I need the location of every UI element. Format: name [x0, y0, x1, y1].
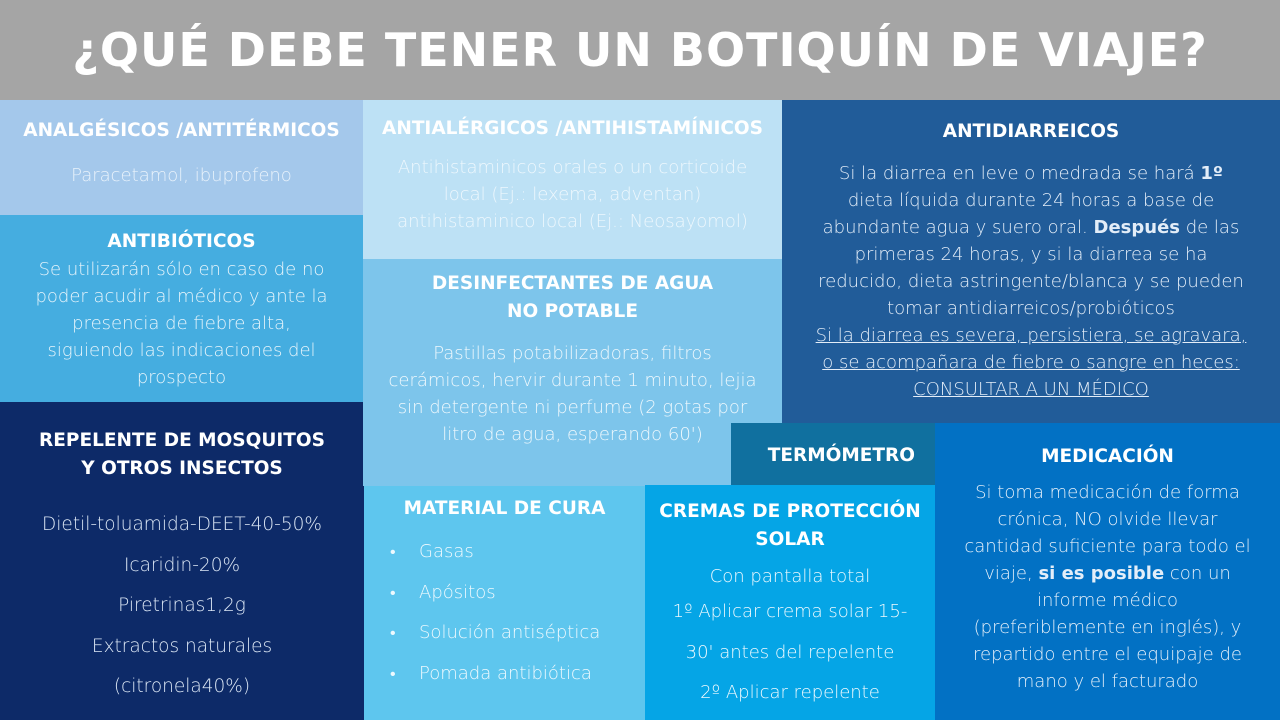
- body-line: tomar antidiarreicos/probióticos: [887, 298, 1175, 319]
- section-title: MEDICACIÓN: [1041, 446, 1174, 467]
- text: abundante agua y suero oral.: [822, 217, 1094, 238]
- body-line: [935, 560, 1280, 587]
- section-title: MATERIAL DE CURA: [403, 498, 606, 519]
- section-repelente: [0, 402, 364, 720]
- body-line: local (Ej.: lexema, adventan): [443, 184, 702, 205]
- body-line: presencia de fiebre alta,: [72, 313, 291, 334]
- list-item: [364, 654, 645, 695]
- title-line: NO POTABLE: [507, 301, 638, 322]
- body-line: [782, 214, 1280, 241]
- section-body: [363, 154, 782, 235]
- list-item: [364, 613, 645, 654]
- section-title: ANALGÉSICOS /ANTITÉRMICOS: [23, 120, 340, 141]
- section-desinfectantes: [363, 259, 782, 486]
- text: viaje,: [984, 563, 1039, 584]
- list-item: [364, 573, 645, 614]
- emphasis-text: Después: [1093, 217, 1180, 238]
- body-line: [782, 160, 1280, 187]
- section-medicacion: [935, 423, 1280, 720]
- page-title: ¿QUÉ DEBE TENER UN BOTIQUÍN DE VIAJE?: [72, 23, 1208, 77]
- body-line: (preferiblemente en inglés), y: [973, 617, 1242, 638]
- section-title: TERMÓMETRO: [767, 445, 915, 466]
- body-line: Pastillas potabilizadoras, filtros: [433, 343, 712, 364]
- body-line: Si toma medicación de forma: [975, 482, 1240, 503]
- text: con un: [1164, 563, 1231, 584]
- list-item: Piretrinas1,2g: [118, 595, 246, 616]
- warning-line: Si la diarrea es severa, persistiera, se agravara,: [815, 325, 1247, 346]
- section-body: [782, 160, 1280, 403]
- body-line: cerámicos, hervir durante 1 minuto, lejia: [388, 370, 757, 391]
- item-label: Gasas: [419, 541, 474, 562]
- section-cremas-solares: [645, 485, 935, 720]
- section-termometro: [731, 423, 935, 485]
- warning-line: o se acompañara de fiebre o sangre en heces:: [822, 352, 1240, 373]
- list-item: Icaridin-20%: [123, 554, 241, 576]
- body-line: sin detergente ni perfume (2 gotas por: [397, 397, 748, 418]
- list-item: (citronela40%): [113, 676, 251, 697]
- bullet-icon: •: [390, 542, 396, 561]
- title-line: CREMAS DE PROTECCIÓN: [659, 501, 921, 522]
- body-line: 2º Aplicar repelente: [700, 682, 880, 703]
- section-body: [0, 256, 363, 391]
- item-label: Solución antiséptica: [419, 622, 601, 643]
- section-title: [363, 270, 782, 326]
- body-line: Antihistaminicos orales o un corticoide: [397, 157, 748, 178]
- supplies-list: [364, 532, 645, 694]
- item-label: Pomada antibiótica: [419, 662, 592, 684]
- body-line: primeras 24 horas, y si la diarrea se ha: [854, 244, 1208, 265]
- body-line: cantidad suficiente para todo el: [964, 536, 1251, 557]
- body-line: crónica, NO olvide llevar: [997, 509, 1218, 530]
- body-line: siguiendo las indicaciones del: [47, 340, 316, 361]
- header-banner: [0, 0, 1280, 100]
- repellent-list: [0, 505, 364, 708]
- body-line: dieta líquida durante 24 horas a base de: [847, 190, 1215, 211]
- body-line: repartido entre el equipaje de: [973, 644, 1242, 665]
- item-label: Apósitos: [419, 581, 496, 603]
- body-line: poder acudir al médico y ante la: [35, 286, 328, 307]
- title-line: DESINFECTANTES DE AGUA: [431, 273, 714, 294]
- body-line: Se utilizarán sólo en caso de no: [38, 259, 325, 280]
- section-body: [935, 479, 1280, 695]
- bullet-icon: •: [390, 623, 396, 642]
- section-body: Paracetamol, ibuprofeno: [71, 165, 292, 186]
- body-line: Con pantalla total: [709, 566, 871, 587]
- bullet-icon: •: [390, 582, 396, 602]
- section-title: [645, 498, 935, 554]
- section-title: ANTIDIARREICOS: [942, 121, 1120, 142]
- title-line: SOLAR: [755, 529, 825, 550]
- body-line: litro de agua, esperando 60'): [442, 424, 703, 445]
- section-body: [363, 340, 782, 448]
- section-title: ANTIALÉRGICOS /ANTIHISTAMÍNICOS: [382, 118, 763, 139]
- text: Si la diarrea en leve o medrada se hará: [838, 163, 1201, 184]
- section-antibioticos: [0, 215, 363, 402]
- body-line: prospecto: [136, 367, 227, 388]
- body-line: reducido, dieta astringente/blanca y se pueden: [818, 271, 1244, 292]
- body-line: mano y el facturado: [1016, 671, 1199, 692]
- list-item: Extractos naturales: [91, 635, 273, 657]
- section-title: [0, 427, 364, 483]
- text: de las: [1179, 217, 1240, 238]
- bullet-icon: •: [390, 663, 396, 683]
- title-line: Y OTROS INSECTOS: [81, 458, 283, 479]
- emphasis-text: si es posible: [1038, 563, 1165, 584]
- body-line: informe médico: [1036, 590, 1179, 611]
- list-item: Dietil-toluamida-DEET-40-50%: [42, 514, 322, 535]
- warning-line: CONSULTAR A UN MÉDICO: [913, 379, 1149, 400]
- section-material-de-cura: [364, 486, 645, 720]
- body-line: 30' antes del repelente: [685, 641, 895, 663]
- emphasis-text: 1º: [1200, 163, 1224, 184]
- body-line: antihistaminico local (Ej.: Neosayomol): [397, 211, 748, 232]
- body-line: 1º Aplicar crema solar 15-: [672, 601, 908, 622]
- section-title: ANTIBIÓTICOS: [107, 231, 256, 252]
- section-analgesicos: [0, 100, 363, 215]
- list-item: [364, 532, 645, 573]
- section-antidiarreicos: [782, 100, 1280, 423]
- title-line: REPELENTE DE MOSQUITOS: [39, 430, 325, 451]
- section-antialergicos: [363, 100, 782, 259]
